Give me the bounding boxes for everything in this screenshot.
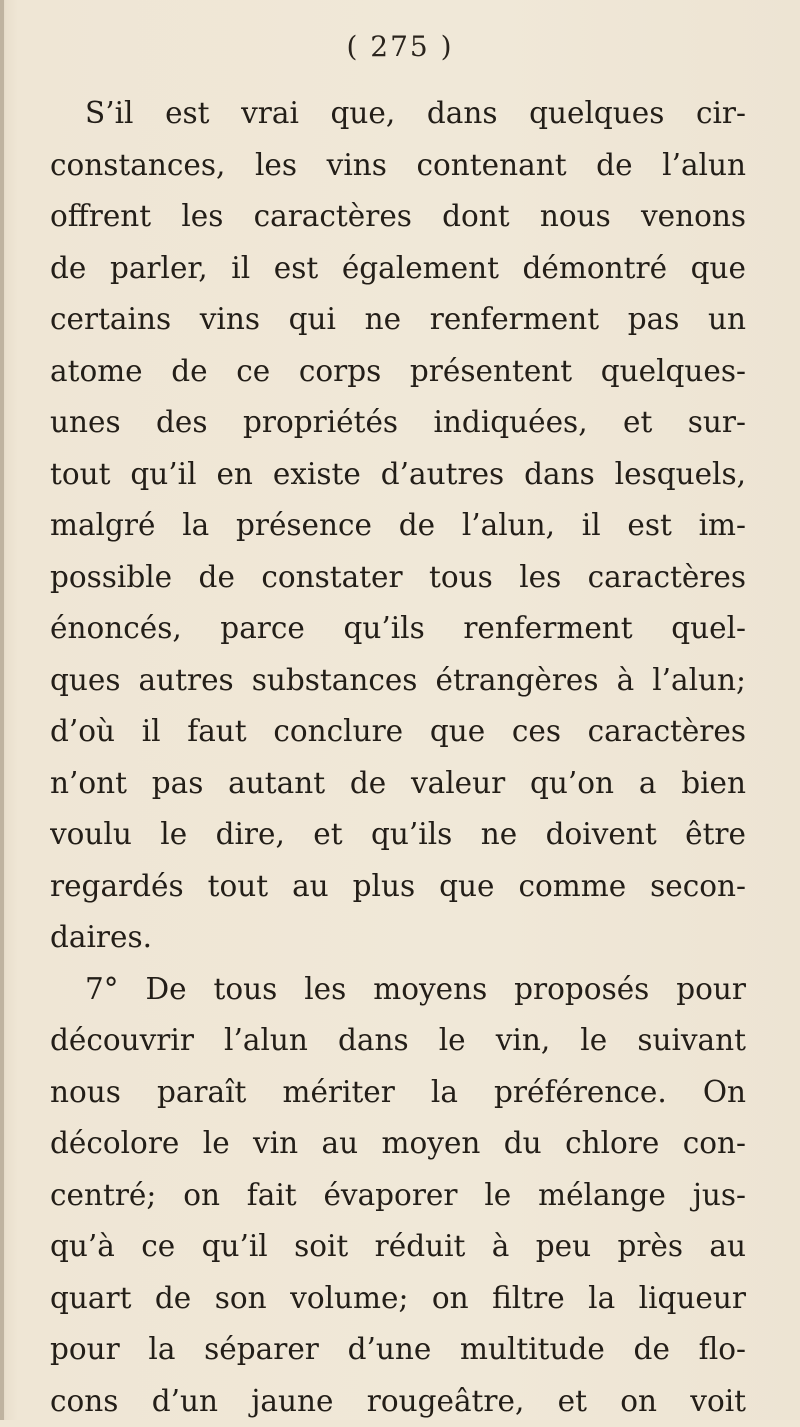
text-line: n’ont pas autant de valeur qu’on a bien [50, 758, 746, 810]
text-line: offrent les caractères dont nous venons [50, 191, 746, 243]
text-line: ques autres substances étrangères à l’alun; [50, 655, 746, 707]
text-line: 7° De tous les moyens proposés pour [50, 964, 746, 1016]
text-line: énoncés, parce qu’ils renferment quel- [50, 603, 746, 655]
body-text [50, 88, 746, 1427]
text-line: voulu le dire, et qu’ils ne doivent être [50, 809, 746, 861]
text-line: S’il est vrai que, dans quelques cir- [50, 88, 746, 140]
text-line: qu’à ce qu’il soit réduit à peu près au [50, 1221, 746, 1273]
text-line: découvrir l’alun dans le vin, le suivant [50, 1015, 746, 1067]
text-line: tout qu’il en existe d’autres dans lesquels, [50, 449, 746, 501]
text-line: décolore le vin au moyen du chlore con- [50, 1118, 746, 1170]
text-line: constances, les vins contenant de l’alun [50, 140, 746, 192]
text-line: possible de constater tous les caractères [50, 552, 746, 604]
page-gutter-edge [0, 0, 4, 1420]
page-number: ( 275 ) [0, 30, 800, 63]
text-line: malgré la présence de l’alun, il est im- [50, 500, 746, 552]
text-line: nous paraît mériter la préférence. On [50, 1067, 746, 1119]
text-line: unes des propriétés indiquées, et sur- [50, 397, 746, 449]
text-line: daires. [50, 912, 746, 964]
text-line: quart de son volume; on filtre la liqueur [50, 1273, 746, 1325]
text-line: cons d’un jaune rougeâtre, et on voit [50, 1376, 746, 1427]
text-line: centré; on fait évaporer le mélange jus- [50, 1170, 746, 1222]
text-line: d’où il faut conclure que ces caractères [50, 706, 746, 758]
text-line: de parler, il est également démontré que [50, 243, 746, 295]
text-line: atome de ce corps présentent quelques- [50, 346, 746, 398]
text-line: regardés tout au plus que comme secon- [50, 861, 746, 913]
text-line: pour la séparer d’une multitude de flo- [50, 1324, 746, 1376]
text-line: certains vins qui ne renferment pas un [50, 294, 746, 346]
